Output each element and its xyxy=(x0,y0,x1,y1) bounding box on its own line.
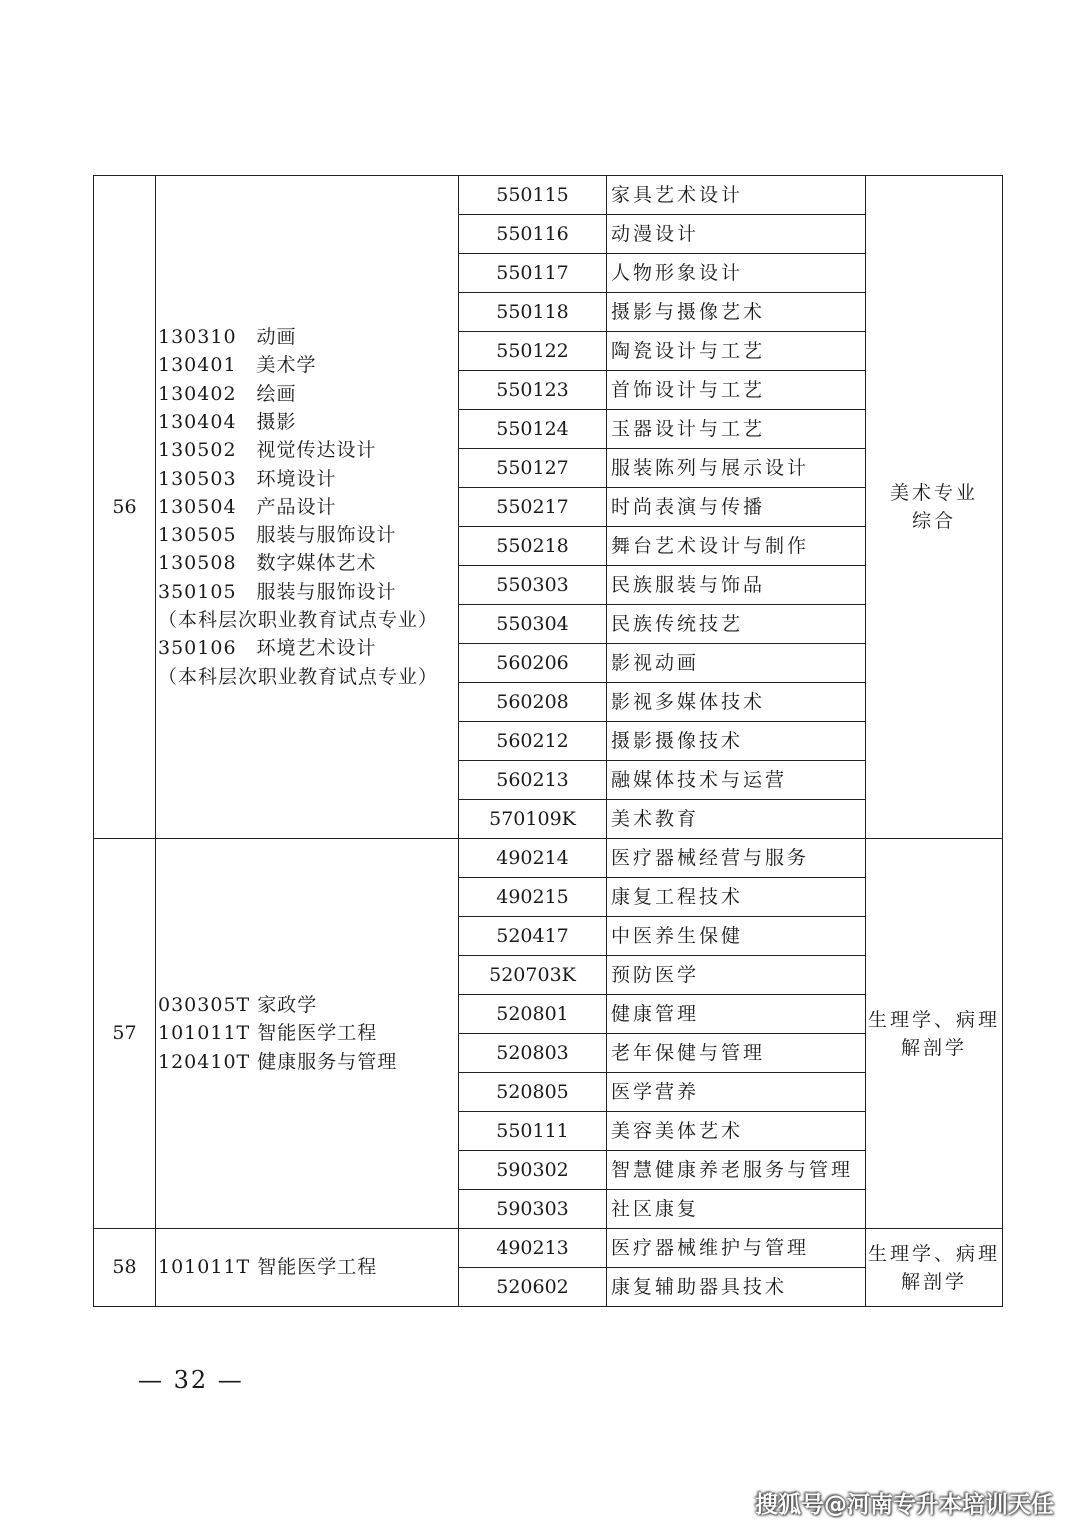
vocational-code: 490215 xyxy=(459,878,607,917)
vocational-code: 490214 xyxy=(459,839,607,878)
vocational-code: 520803 xyxy=(459,1034,607,1073)
vocational-code: 560213 xyxy=(459,761,607,800)
exam-subject-line: 解剖学 xyxy=(900,1036,967,1059)
vocational-code: 560206 xyxy=(459,644,607,683)
vocational-code: 520417 xyxy=(459,917,607,956)
vocational-name: 陶瓷设计与工艺 xyxy=(607,332,866,371)
vocational-name: 民族传统技艺 xyxy=(607,605,866,644)
undergrad-major-line: 130404 摄影 xyxy=(158,410,297,433)
table-row xyxy=(94,176,1003,215)
vocational-code: 520703K xyxy=(459,956,607,995)
vocational-code: 590302 xyxy=(459,1151,607,1190)
undergrad-majors-cell xyxy=(156,1229,459,1307)
vocational-name: 舞台艺术设计与制作 xyxy=(607,527,866,566)
vocational-code: 560208 xyxy=(459,683,607,722)
vocational-code: 570109K xyxy=(459,800,607,839)
exam-subject-line: 生理学、病理 xyxy=(867,1242,1000,1265)
vocational-name: 影视多媒体技术 xyxy=(607,683,866,722)
undergrad-major-line: 130503 环境设计 xyxy=(158,467,337,490)
vocational-code: 560212 xyxy=(459,722,607,761)
group-number: 56 xyxy=(94,176,156,839)
vocational-name: 摄影与摄像艺术 xyxy=(607,293,866,332)
exam-subject-line: 解剖学 xyxy=(900,1270,967,1293)
vocational-name: 服装陈列与展示设计 xyxy=(607,449,866,488)
vocational-name: 社区康复 xyxy=(607,1190,866,1229)
exam-subject-cell xyxy=(866,176,1003,839)
vocational-code: 550117 xyxy=(459,254,607,293)
undergrad-majors-cell xyxy=(156,176,459,839)
vocational-name: 融媒体技术与运营 xyxy=(607,761,866,800)
undergrad-major-line: 350105 服装与服饰设计 xyxy=(158,580,397,603)
undergrad-majors-cell xyxy=(156,839,459,1229)
vocational-code: 550111 xyxy=(459,1112,607,1151)
vocational-code: 590303 xyxy=(459,1190,607,1229)
exam-subject-line: 生理学、病理 xyxy=(867,1008,1000,1031)
undergrad-major-line: 130508 数字媒体艺术 xyxy=(158,552,377,575)
undergrad-major-line: 130504 产品设计 xyxy=(158,495,337,518)
vocational-name: 医学营养 xyxy=(607,1073,866,1112)
vocational-name: 首饰设计与工艺 xyxy=(607,371,866,410)
table-row xyxy=(94,839,1003,878)
page-number: — 32 — xyxy=(138,1366,244,1394)
vocational-name: 时尚表演与传播 xyxy=(607,488,866,527)
vocational-name: 动漫设计 xyxy=(607,215,866,254)
undergrad-major-line: 130310 动画 xyxy=(158,326,297,349)
exam-subject-cell xyxy=(866,839,1003,1229)
undergrad-major-line: 030305T 家政学 xyxy=(158,994,318,1017)
undergrad-major-line: 350106 环境艺术设计 xyxy=(158,637,377,660)
undergrad-major-line: 101011T 智能医学工程 xyxy=(158,1022,378,1045)
table-row xyxy=(94,1229,1003,1268)
vocational-name: 医疗器械维护与管理 xyxy=(607,1229,866,1268)
vocational-code: 550124 xyxy=(459,410,607,449)
vocational-code: 520602 xyxy=(459,1268,607,1307)
vocational-code: 550115 xyxy=(459,176,607,215)
exam-subject-line: 美术专业 xyxy=(889,482,978,504)
vocational-code: 550118 xyxy=(459,293,607,332)
group-number: 58 xyxy=(94,1229,156,1307)
vocational-name: 中医养生保健 xyxy=(607,917,866,956)
vocational-name: 医疗器械经营与服务 xyxy=(607,839,866,878)
vocational-name: 美术教育 xyxy=(607,800,866,839)
vocational-code: 550218 xyxy=(459,527,607,566)
vocational-code: 490213 xyxy=(459,1229,607,1268)
exam-subject-line: 综合 xyxy=(911,510,956,532)
undergrad-major-line: 120410T 健康服务与管理 xyxy=(158,1050,398,1073)
vocational-name: 康复辅助器具技术 xyxy=(607,1268,866,1307)
vocational-name: 人物形象设计 xyxy=(607,254,866,293)
table-body xyxy=(94,176,1003,1307)
major-mapping-table xyxy=(93,175,1003,1307)
vocational-code: 520801 xyxy=(459,995,607,1034)
vocational-name: 健康管理 xyxy=(607,995,866,1034)
undergrad-major-line: （本科层次职业教育试点专业） xyxy=(158,665,439,688)
group-number: 57 xyxy=(94,839,156,1229)
undergrad-major-line: 130502 视觉传达设计 xyxy=(158,439,377,462)
vocational-code: 520805 xyxy=(459,1073,607,1112)
undergrad-major-line: 101011T 智能医学工程 xyxy=(158,1256,378,1279)
vocational-name: 老年保健与管理 xyxy=(607,1034,866,1073)
undergrad-major-line: 130402 绘画 xyxy=(158,382,297,405)
undergrad-major-line: 130401 美术学 xyxy=(158,354,317,377)
vocational-code: 550217 xyxy=(459,488,607,527)
vocational-name: 家具艺术设计 xyxy=(607,176,866,215)
watermark-text: 搜狐号@河南专升本培训天任 xyxy=(755,1492,1054,1518)
vocational-code: 550303 xyxy=(459,566,607,605)
vocational-name: 民族服装与饰品 xyxy=(607,566,866,605)
vocational-code: 550122 xyxy=(459,332,607,371)
vocational-code: 550304 xyxy=(459,605,607,644)
exam-subject-cell xyxy=(866,1229,1003,1307)
vocational-name: 预防医学 xyxy=(607,956,866,995)
vocational-name: 影视动画 xyxy=(607,644,866,683)
vocational-name: 摄影摄像技术 xyxy=(607,722,866,761)
undergrad-major-line: 130505 服装与服饰设计 xyxy=(158,524,397,547)
vocational-code: 550123 xyxy=(459,371,607,410)
vocational-name: 智慧健康养老服务与管理 xyxy=(607,1151,866,1190)
vocational-name: 玉器设计与工艺 xyxy=(607,410,866,449)
vocational-name: 美容美体艺术 xyxy=(607,1112,866,1151)
vocational-name: 康复工程技术 xyxy=(607,878,866,917)
vocational-code: 550127 xyxy=(459,449,607,488)
undergrad-major-line: （本科层次职业教育试点专业） xyxy=(158,609,439,632)
vocational-code: 550116 xyxy=(459,215,607,254)
